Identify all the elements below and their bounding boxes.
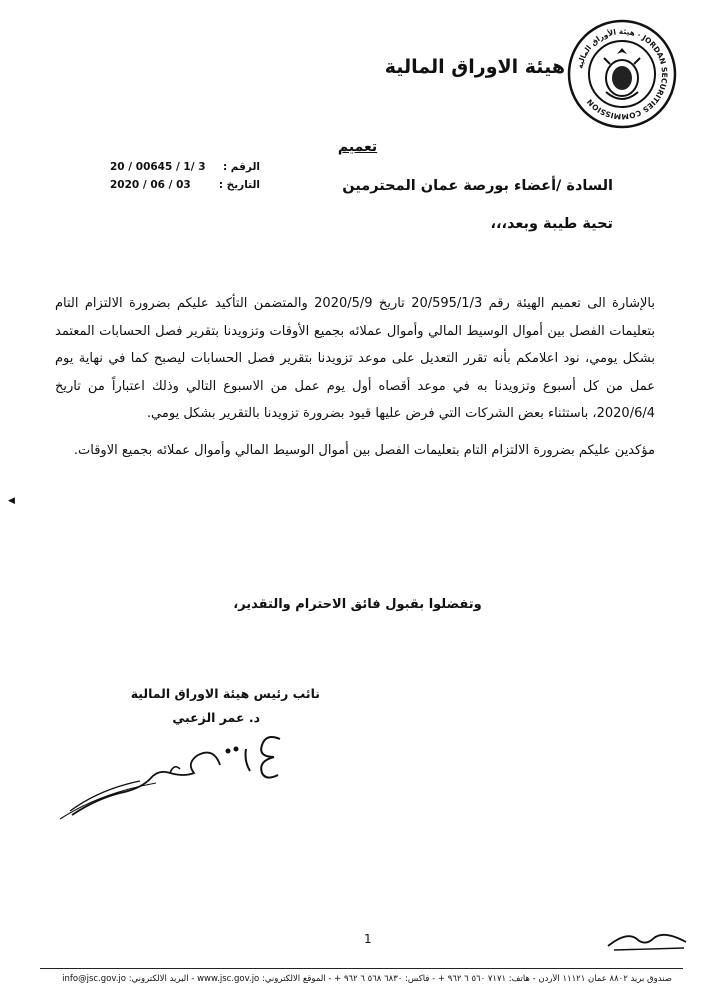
- closing-line: وتفضلوا بقبول فائق الاحترام والتقدير،: [233, 597, 482, 612]
- footer-website: www.jsc.gov.jo: [197, 974, 260, 984]
- date-row: [110, 176, 260, 194]
- letter-body: [55, 290, 655, 473]
- date-label: التاريخ :: [218, 179, 260, 191]
- footer-address: صندوق بريد ٨٨٠٢ عمان ١١١٢١ الأردن - هاتف: ٧١٧١ ٥٦٠ ٦ ٩٦٢ + - فاكس: ٦٨٣٠ ٥٦٨ ٦ ٩٦٢ + - الموقع الالكتروني:: [261, 974, 672, 984]
- signatory-title: نائب رئيس هيئة الاوراق المالية: [130, 686, 320, 701]
- footer-contact-info: [60, 974, 672, 984]
- handwritten-signature: [50, 715, 310, 825]
- date-value: 2020 / 06 / 03: [110, 179, 191, 191]
- organization-name: هيئة الاوراق المالية: [384, 56, 565, 78]
- margin-arrow-icon: ◀: [8, 496, 15, 506]
- body-paragraph-1: بالإشارة الى تعميم الهيئة رقم 20/595/1/3 تاريخ 2020/5/9 والمتضمن التأكيد عليكم بضرورة الالتزام التام بتعليمات الفصل بين أموال الوسيط المالي وأموال عملائه بجميع الأوقات وتزويدنا بتقرير فصل الحسابات المعتمد بشكل يومي، نود اعلامكم بأنه تقرر التعديل على موعد تزويدنا بتقرير فصل الحسابات ليصبح كما في نهاية يوم عمل من كل أسبوع وتزويدنا به في موعد أقصاه أول يوم عمل من الاسبوع التالي وذلك اعتباراً من تاريخ 2020/6/4، باستثناء بعض الشركات التي فرض عليها قيود بضرورة تزويدنا بالتقرير بشكل يومي.: [55, 296, 655, 421]
- reference-block: [110, 158, 260, 194]
- footer-divider: [40, 968, 683, 969]
- recipient-line: السادة /أعضاء بورصة عمان المحترمين: [342, 178, 613, 194]
- page-number: 1: [364, 932, 372, 946]
- reference-label: الرقم :: [222, 161, 260, 173]
- signatory-name: د. عمر الزعبي: [172, 710, 260, 725]
- memo-heading: [0, 139, 715, 155]
- memo-heading-text: تعميم: [337, 139, 378, 155]
- greeting-line: تحية طيبة وبعد،،،: [490, 216, 613, 232]
- reference-number-row: [110, 158, 260, 176]
- handwritten-initials: [604, 928, 690, 952]
- footer-email-label: - البريد الالكتروني:: [128, 974, 195, 984]
- body-paragraph-2: مؤكدين عليكم بضرورة الالتزام التام بتعليمات الفصل بين أموال الوسيط المالي وأموال عملائه بجميع الاوقات.: [73, 442, 655, 458]
- jsc-seal-logo: [566, 18, 678, 130]
- reference-number: 20 / 00645 / 1/ 3: [110, 161, 206, 173]
- svg-text:هيئة الأوراق المالية · JORDAN: هيئة الأوراق المالية · JORDAN SECURITIES COMMISSION: [575, 26, 670, 122]
- footer-email: info@jsc.gov.jo: [62, 974, 126, 984]
